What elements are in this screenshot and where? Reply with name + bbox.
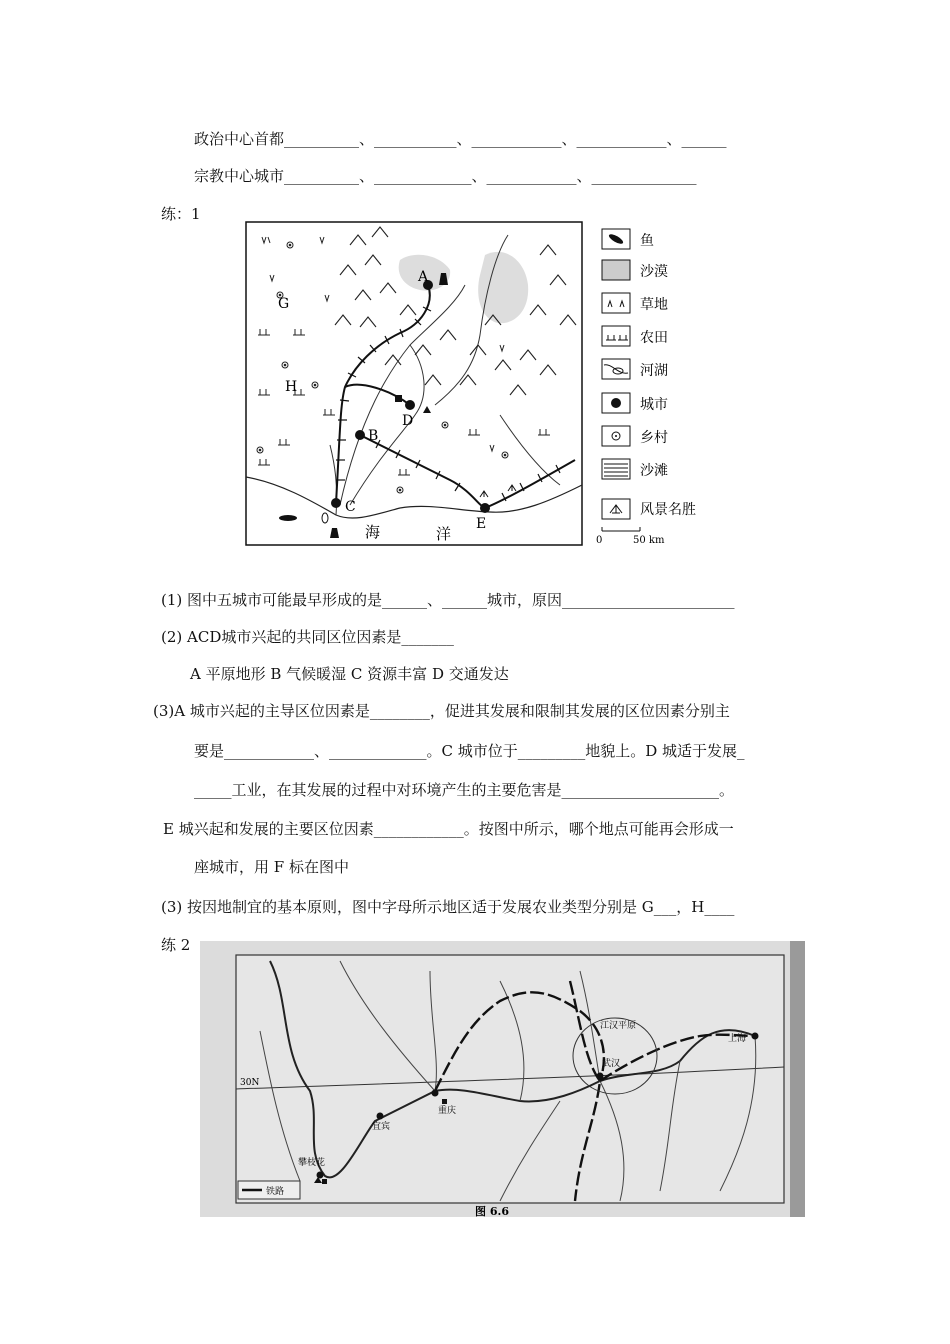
map2-legend — [238, 1181, 300, 1199]
question-3a: (3)A 城市兴起的主导区位因素是________，促进其发展和限制其发展的区位因素分别主 — [153, 702, 730, 720]
question-3e: 座城市，用 F 标在图中 — [194, 858, 349, 876]
question-3d: E 城兴起和发展的主要区位因素____________。按图中所示，哪个地点可能再会形成一 — [163, 820, 734, 838]
legend-farmland-label: 农田 — [640, 330, 668, 346]
city-yibin-label: 宜宾 — [372, 1122, 391, 1132]
legend-grass-label: 草地 — [640, 297, 668, 313]
figure-caption: 图 6.6 — [475, 1205, 509, 1218]
map-figure-1 — [240, 215, 696, 573]
latitude-30n-label: 30N — [240, 1078, 260, 1088]
point-a-label: A — [418, 269, 429, 285]
map-figure-2 — [200, 941, 805, 1217]
city-shanghai-label: 上海 — [728, 1034, 747, 1044]
city-panzhihua-label: 攀枝花 — [298, 1158, 326, 1168]
question-2: (2) ACD城市兴起的共同区位因素是_______ — [161, 628, 454, 646]
sea-label-1: 海 — [365, 523, 381, 541]
sea-label-2: 洋 — [436, 525, 452, 543]
city-chongqing-label: 重庆 — [438, 1106, 457, 1116]
capital-cities-line: 政治中心首都__________、___________、____________、____________、______ — [194, 130, 727, 148]
question-3b: 要是____________、_____________。C 城市位于_________地貌上。D 城适于发展_ — [194, 742, 745, 760]
exercise-2-label: 练 2 — [161, 936, 191, 954]
point-h-label: H — [285, 379, 298, 395]
city-wuhan-label: 武汉 — [602, 1059, 621, 1069]
question-3c: _____工业，在其发展的过程中对环境产生的主要危害是_____________________。 — [194, 781, 735, 799]
question-2-options: A 平原地形 B 气候暖湿 C 资源丰富 D 交通发达 — [190, 665, 509, 683]
jianghan-plain-label: 江汉平原 — [600, 1021, 637, 1031]
legend-city-label: 城市 — [640, 397, 668, 413]
point-d-label: D — [402, 413, 414, 429]
legend-fish-label: 鱼 — [640, 233, 654, 249]
question-1: (1) 图中五城市可能最早形成的是______、______城市，原因_______________________ — [161, 591, 735, 609]
religious-cities-line: 宗教中心城市__________、_____________、____________、______________ — [194, 167, 697, 185]
legend-beach-label: 沙滩 — [640, 463, 668, 479]
point-g-label: G — [278, 296, 290, 312]
legend-desert-label: 沙漠 — [640, 264, 668, 280]
legend-river-label: 河湖 — [640, 363, 668, 379]
scale-label: 50 km — [633, 535, 665, 546]
fish-symbol — [279, 515, 297, 521]
legend-railway-label: 铁路 — [266, 1187, 285, 1197]
point-b-label: B — [368, 428, 379, 444]
legend-village-label: 乡村 — [640, 430, 668, 446]
question-4: (3) 按因地制宜的基本原则，图中字母所示地区适于发展农业类型分别是 G___，H____ — [161, 898, 735, 916]
exercise-1-label: 练：1 — [161, 205, 201, 223]
point-c-label: C — [345, 499, 356, 515]
legend-scenic-label: 风景名胜 — [640, 502, 696, 518]
scale-zero: 0 — [596, 535, 603, 546]
point-e-label: E — [476, 516, 487, 532]
